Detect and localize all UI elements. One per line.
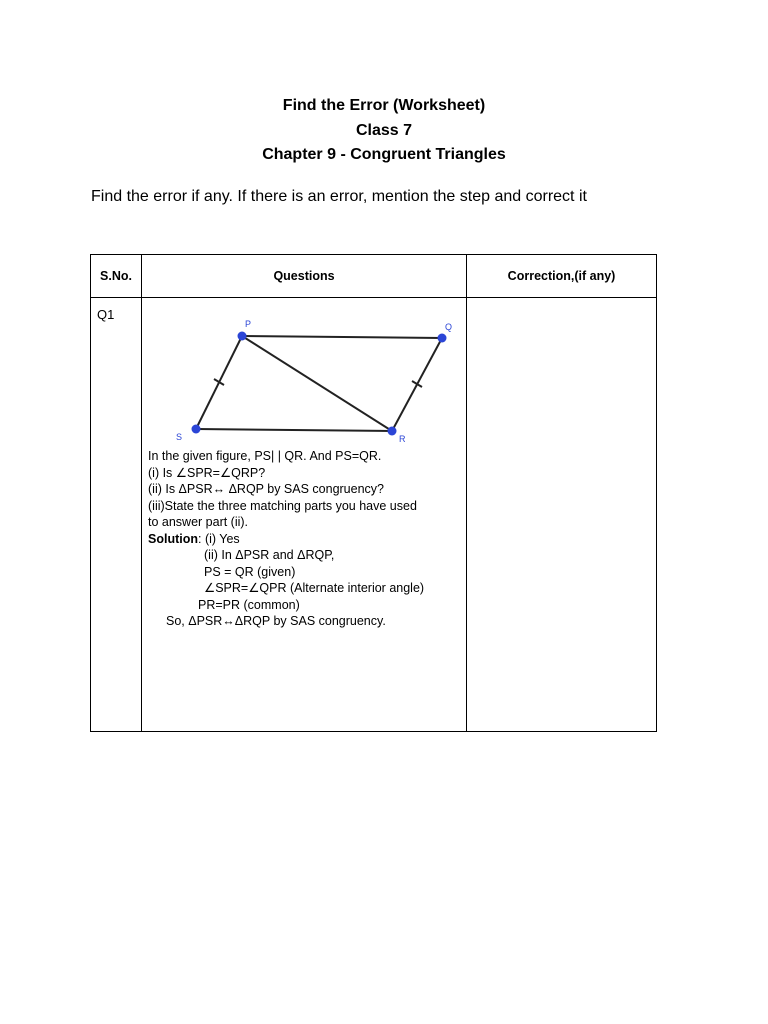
question-text: [148, 448, 466, 630]
question-cell: [142, 298, 467, 732]
column-header-questions: Questions: [142, 255, 467, 298]
table-header-row: [91, 255, 657, 298]
column-header-correction: Correction,(if any): [467, 255, 657, 298]
parallelogram-figure: [172, 312, 453, 444]
class-label: Class 7: [355, 121, 413, 139]
solution-line: PR=PR (common): [198, 597, 300, 612]
question-line: In the given figure, PS| | QR. And PS=QR.: [148, 449, 382, 463]
worksheet-title: Find the Error (Worksheet): [282, 97, 486, 114]
question-line: to answer part (ii).: [148, 515, 249, 529]
question-line: (iii)State the three matching parts you have used: [148, 498, 417, 513]
vertex-label-p: P: [245, 319, 252, 329]
point-s: [192, 425, 201, 434]
solution-first: : (i) Yes: [198, 531, 240, 546]
segment-rs: [196, 429, 392, 431]
solution-line: So, ΔPSR↔ΔRQP by SAS congruency.: [166, 614, 386, 628]
sno-cell: Q1: [91, 298, 142, 732]
table-row: [91, 298, 657, 732]
column-header-sno: S.No.: [91, 255, 142, 298]
worksheet-header: [0, 94, 768, 168]
solution-line: (ii) In ΔPSR and ΔRQP,: [204, 548, 335, 562]
question-line: (i) Is ∠SPR=∠QRP?: [148, 465, 266, 480]
point-p: [238, 332, 247, 341]
segment-pq: [242, 336, 442, 338]
solution-line: PS = QR (given): [204, 564, 296, 579]
question-line: (ii) Is ΔPSR↔ ΔRQP by SAS congruency?: [148, 482, 384, 496]
solution-line: ∠SPR=∠QPR (Alternate interior angle): [204, 581, 425, 595]
vertex-label-q: Q: [445, 322, 453, 332]
diagonal-pr: [242, 336, 392, 431]
worksheet-table: [90, 254, 657, 732]
solution-label: Solution: [148, 531, 198, 546]
chapter-label: Chapter 9 - Congruent Triangles: [262, 146, 506, 163]
solution-line: [148, 531, 466, 548]
vertex-label-s: S: [176, 432, 183, 442]
vertex-label-r: R: [399, 434, 406, 444]
point-r: [388, 427, 397, 436]
correction-cell[interactable]: [467, 298, 657, 732]
instruction-text: Find the error if any. If there is an error, mention the step and correct it: [91, 188, 587, 205]
point-q: [438, 334, 447, 343]
